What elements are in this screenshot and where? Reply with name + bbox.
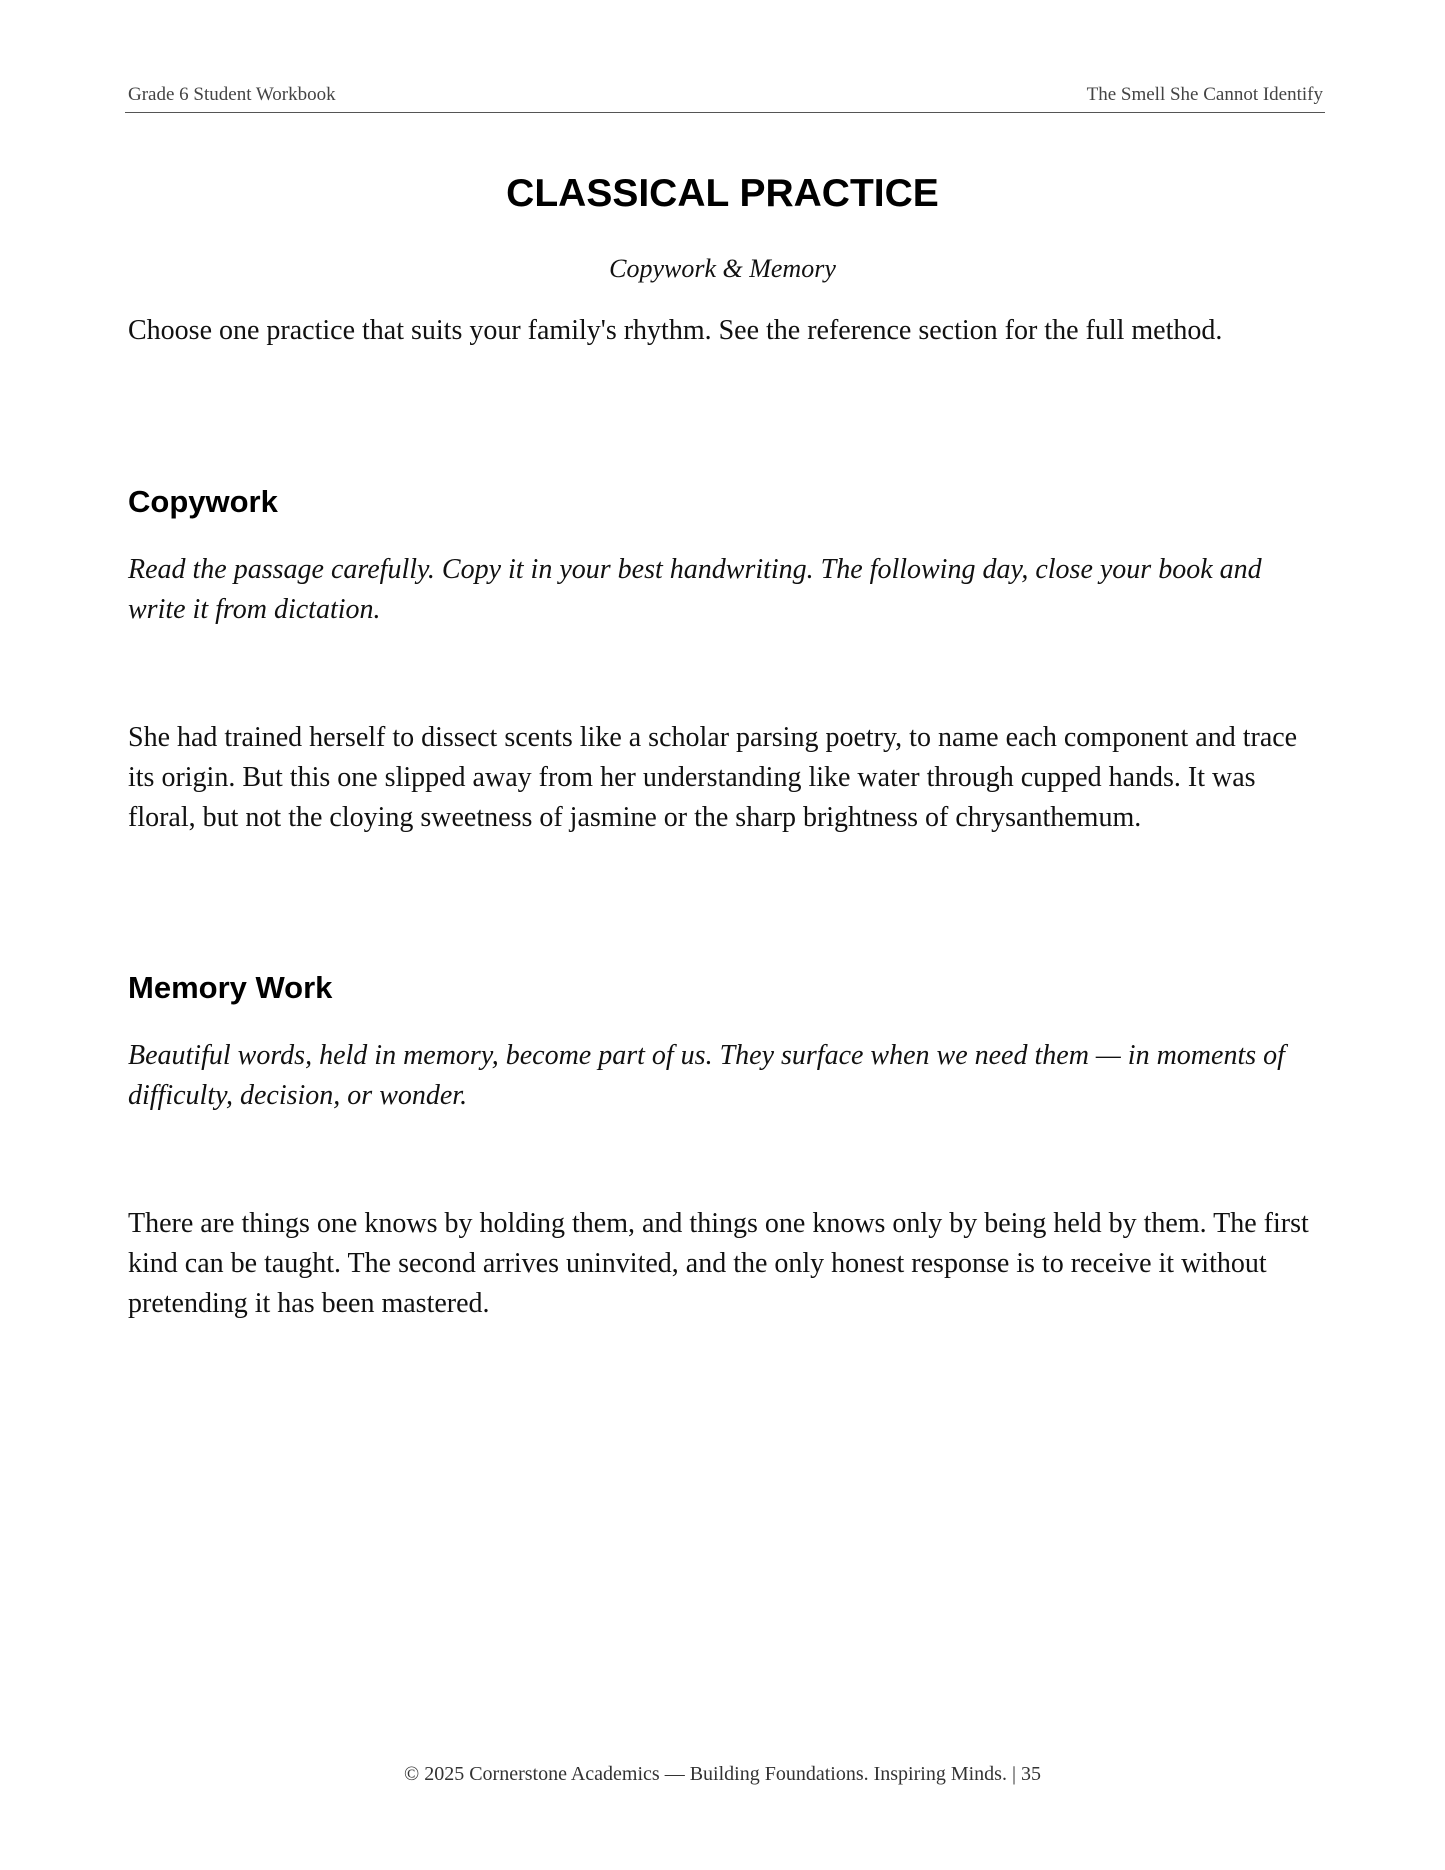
copywork-heading: Copywork	[128, 484, 278, 519]
header-workbook-title: Grade 6 Student Workbook	[128, 84, 336, 105]
memory-work-instructions: Beautiful words, held in memory, become part of us. They surface when we need them — in moments of difficulty, decision, or wonder.	[128, 1040, 1285, 1111]
memory-work-passage: There are things one knows by holding them, and things one knows only by being held by them. The first kind can be taught. The second arrives uninvited, and the only honest response is to receive it without pretending it has been mastered.	[128, 1208, 1309, 1319]
copywork-instructions: Read the passage carefully. Copy it in your best handwriting. The following day, close your book and write it from dictation.	[128, 554, 1262, 625]
page-footer: © 2025 Cornerstone Academics — Building Foundations. Inspiring Minds. | 35	[404, 1763, 1041, 1785]
memory-work-heading: Memory Work	[128, 970, 333, 1005]
page-title: CLASSICAL PRACTICE	[506, 172, 939, 215]
header-lesson-title: The Smell She Cannot Identify	[1086, 84, 1323, 105]
page-subtitle: Copywork & Memory	[609, 254, 836, 283]
intro-paragraph: Choose one practice that suits your family's rhythm. See the reference section for the full method.	[128, 315, 1223, 346]
copywork-passage: She had trained herself to dissect scents like a scholar parsing poetry, to name each component and trace its origin. But this one slipped away from her understanding like water through cupped hands. It was floral, but not the cloying sweetness of jasmine or the sharp brightness of chrysanthemum.	[128, 722, 1298, 833]
running-header	[125, 82, 1325, 113]
